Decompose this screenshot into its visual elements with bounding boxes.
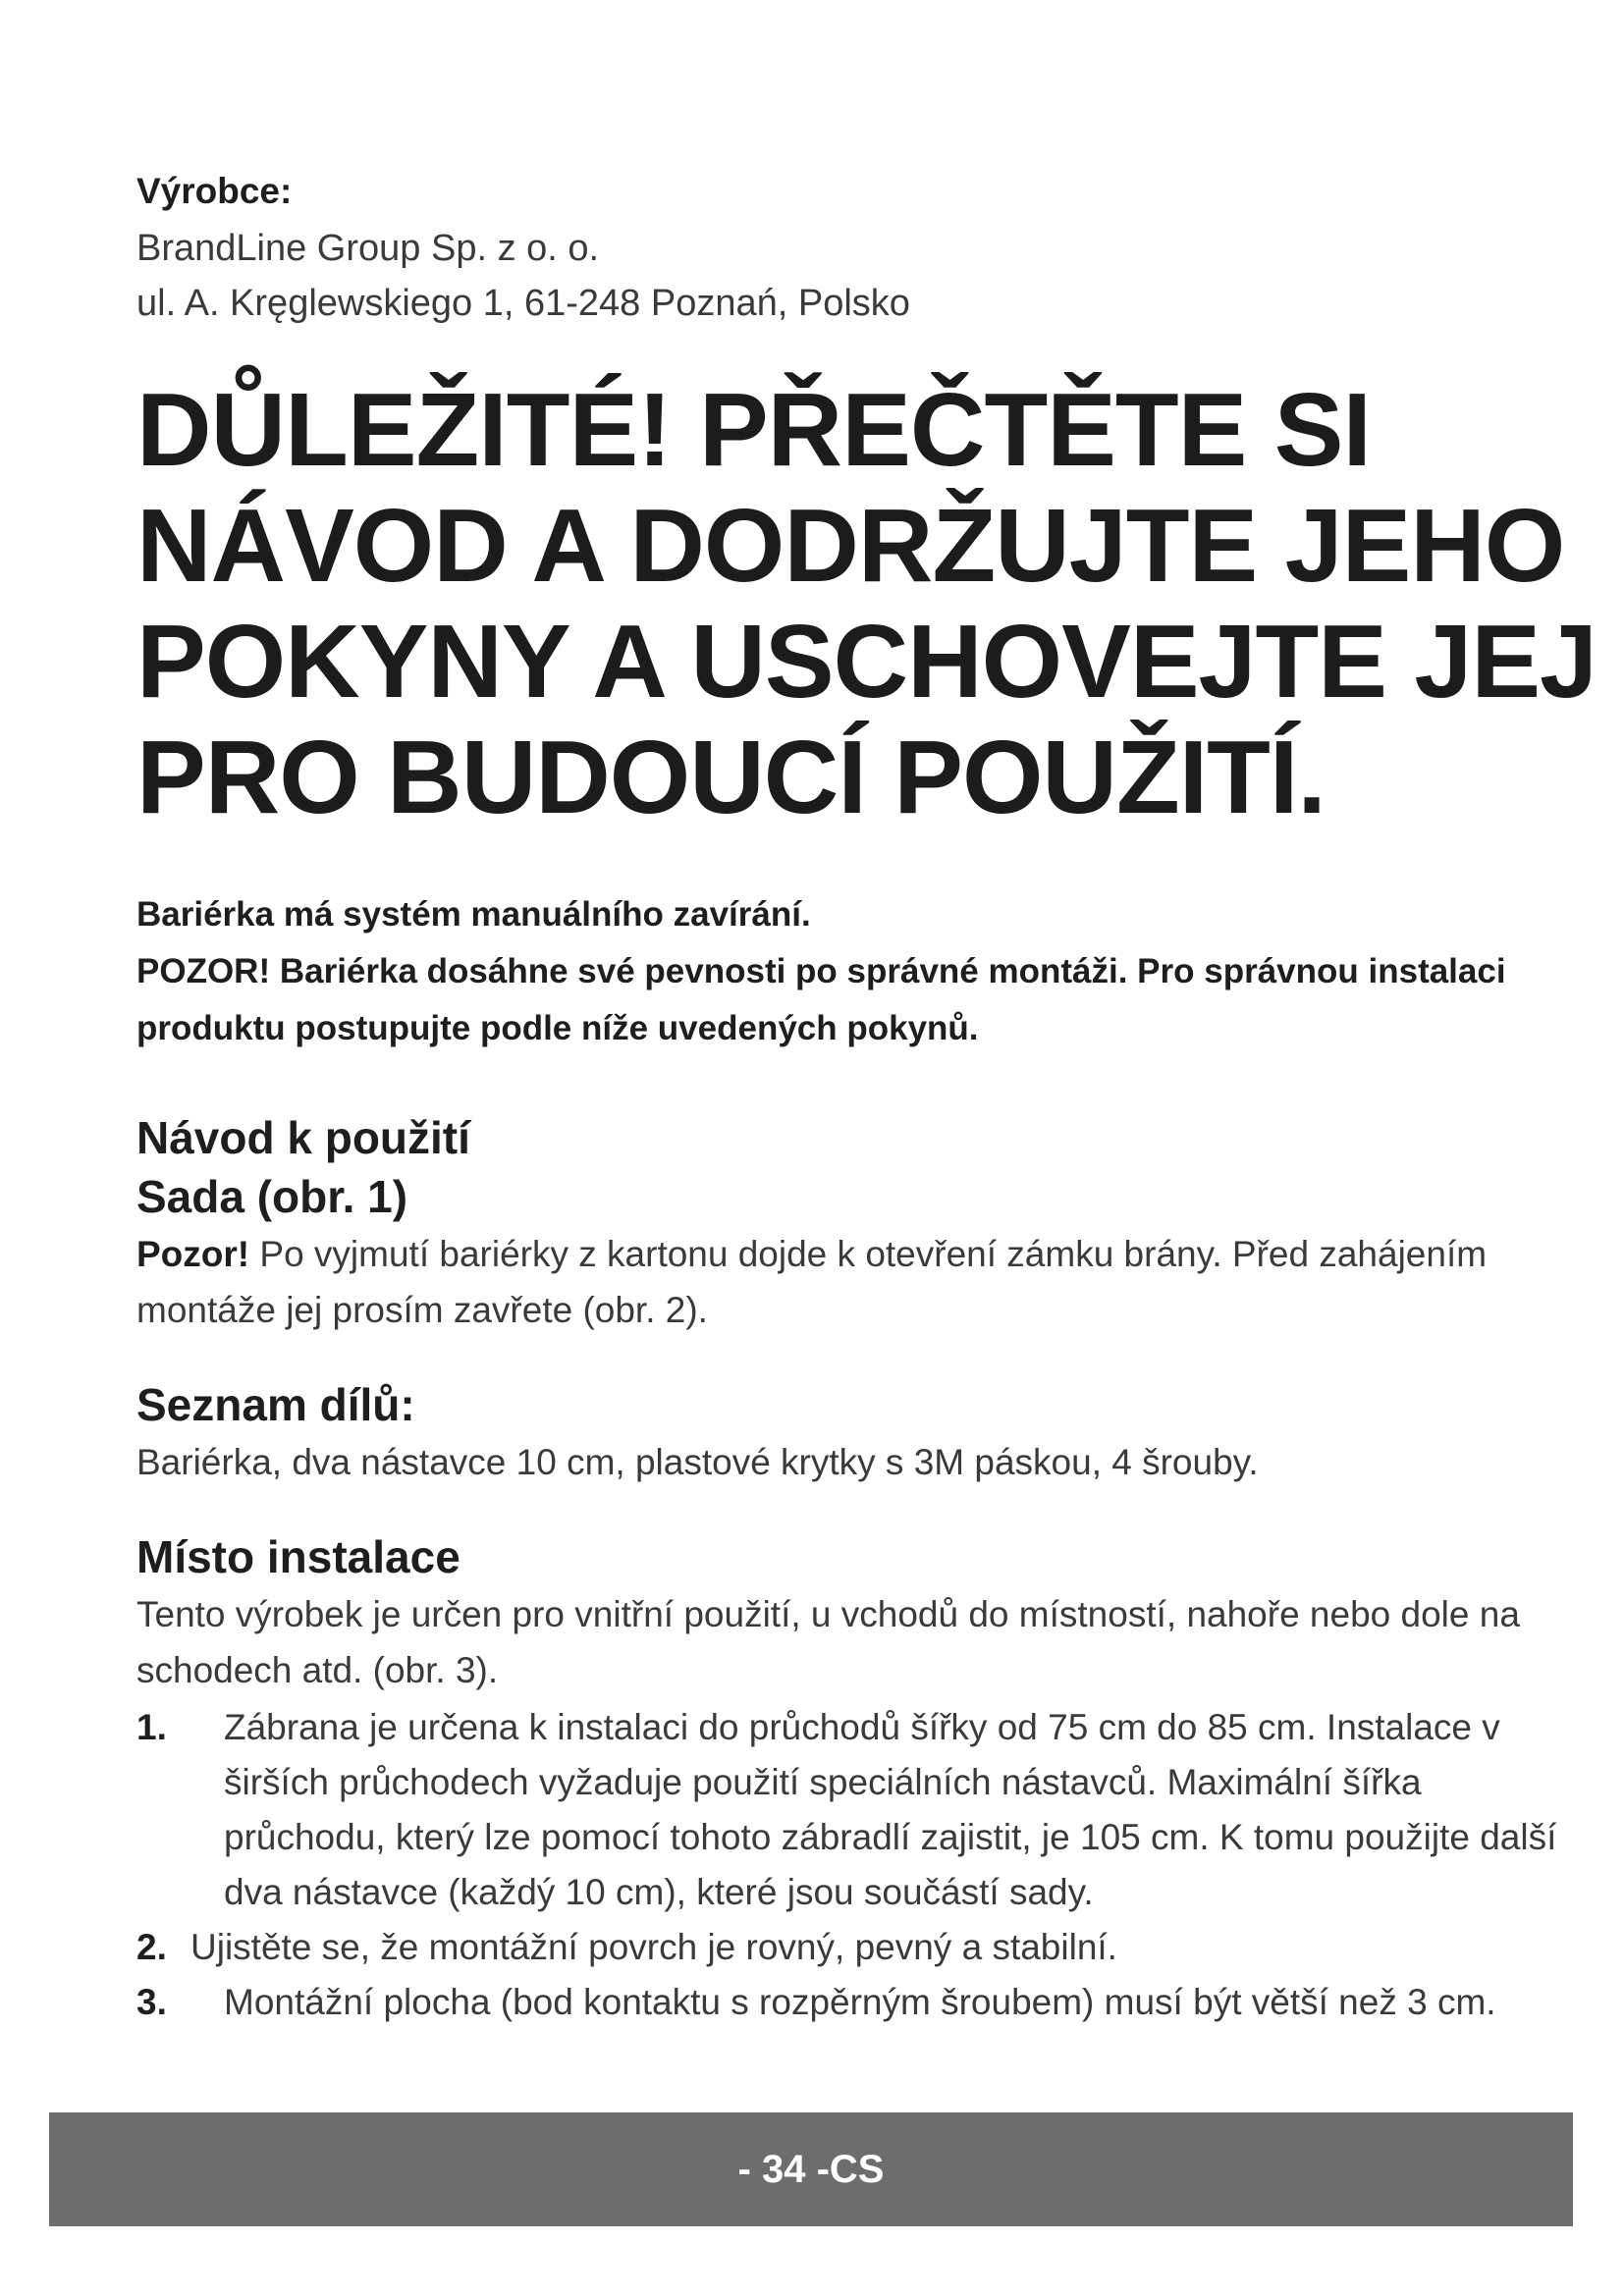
list-item-number: 2. — [136, 1927, 167, 1967]
title-line: NÁVOD A DODRŽUJTE JEHO — [136, 488, 1565, 604]
parts-section — [136, 1375, 1580, 1490]
title-line: DŮLEŽITÉ! PŘEČTĚTE SI — [136, 372, 1371, 488]
page-footer — [49, 2112, 1573, 2226]
list-item-text: Ujistěte se, že montážní povrch je rovný, pevný a stabilní. — [190, 1927, 1117, 1967]
page-title — [136, 372, 1597, 835]
list-item — [136, 1975, 1580, 2030]
manufacturer-company: BrandLine Group Sp. z o. o. — [136, 228, 600, 269]
warning-text: Bariérka má systém manuálního zavírání. — [136, 895, 811, 934]
installation-intro: Tento výrobek je určen pro vnitřní použití, u vchodů do místností, nahoře nebo dole na schodech atd. (obr. 3). — [136, 1594, 1520, 1690]
list-item — [136, 1920, 1580, 1975]
list-item-text: Montážní plocha (bod kontaktu s rozpěrným šroubem) musí být větší než 3 cm. — [224, 1982, 1496, 2022]
manufacturer-address: ul. A. Kręglewskiego 1, 61-248 Poznań, Polsko — [136, 283, 910, 324]
note-text: Po vyjmutí bariérky z kartonu dojde k otevření zámku brány. Před zahájením montáže jej prosím zavřete (obr. 2). — [136, 1234, 1488, 1330]
note-paragraph — [136, 1226, 1580, 1338]
installation-list — [136, 1700, 1580, 2030]
kit-heading: Sada (obr. 1) — [136, 1171, 408, 1222]
note-label: Pozor! — [136, 1234, 250, 1274]
instructions-heading: Návod k použití — [136, 1112, 470, 1163]
page-content — [136, 162, 1597, 2030]
title-line: POKYNY A USCHOVEJTE JEJ — [136, 604, 1597, 720]
list-item — [136, 1700, 1580, 1920]
list-item-text: Zábrana je určena k instalaci do průchodů šířky od 75 cm do 85 cm. Instalace v širších průchodech vyžaduje použití speciálních nástavců. Maximální šířka průchodu, který lze pomocí tohoto zábradlí zajistit, je 105 cm. K tomu použijte další dva nástavce (každý 10 cm), které jsou součástí sady. — [224, 1707, 1557, 1912]
instructions-section — [136, 1108, 1580, 1338]
title-line: PRO BUDOUCÍ POUŽITÍ. — [136, 720, 1326, 835]
parts-text: Bariérka, dva nástavce 10 cm, plastové krytky s 3M páskou, 4 šrouby. — [136, 1442, 1259, 1482]
installation-heading: Místo instalace — [136, 1531, 460, 1582]
list-item-number: 3. — [136, 1982, 167, 2022]
manufacturer-block — [136, 162, 1580, 331]
warning-text: POZOR! Bariérka dosáhne své pevnosti po správné montáži. Pro správnou instalaci produktu postupujte podle níže uvedených pokynů. — [136, 952, 1506, 1047]
warning-block — [136, 886, 1580, 1057]
manufacturer-label: Výrobce: — [136, 171, 293, 211]
parts-heading: Seznam dílů: — [136, 1379, 415, 1430]
page-number: - 34 -CS — [737, 2147, 885, 2191]
list-item-number: 1. — [136, 1707, 167, 1747]
installation-section — [136, 1527, 1580, 2030]
